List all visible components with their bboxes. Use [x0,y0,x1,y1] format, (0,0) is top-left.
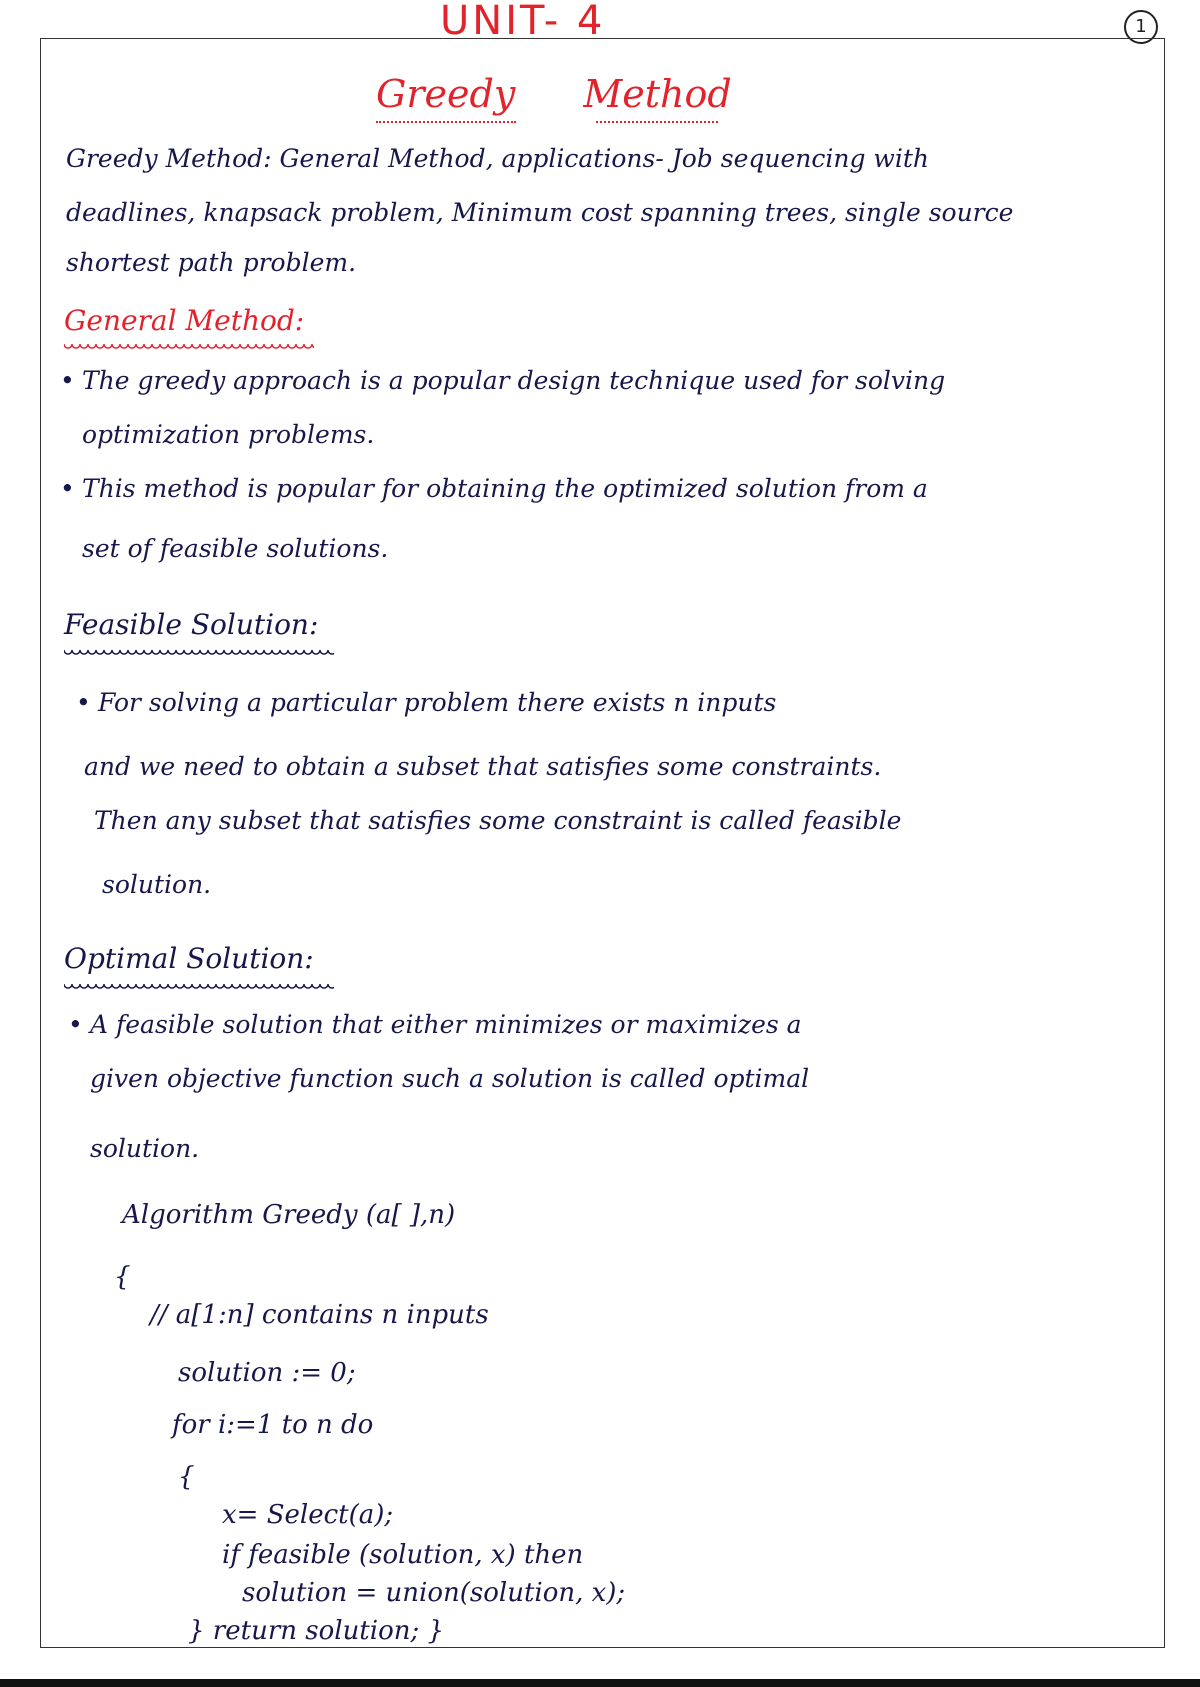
page-title: Greedy Method [376,72,732,116]
algorithm-close: } return solution; } [188,1616,445,1646]
algorithm-init: solution := 0; [178,1358,356,1388]
general-method-underline [64,344,314,352]
title-underline-method [596,116,718,123]
general-method-bullet-2-line-2: set of feasible solutions. [82,534,389,563]
syllabus-line-2: deadlines, knapsack problem, Minimum cost spanning trees, single source [66,198,1014,227]
feasible-solution-line-2: and we need to obtain a subset that satisfies some constraints. [84,752,882,781]
algorithm-union: solution = union(solution, x); [242,1578,626,1608]
algorithm-comment: // a[1:n] contains n inputs [150,1300,489,1330]
general-method-bullet-1-line-1: • The greedy approach is a popular design technique used for solving [82,366,1172,395]
optimal-solution-underline [64,984,334,992]
optimal-solution-line-3: solution. [90,1134,200,1163]
optimal-solution-heading: Optimal Solution: [64,942,314,975]
general-method-bullet-1-line-2: optimization problems. [82,420,375,449]
general-method-heading: General Method: [64,304,305,337]
page-number: 1 [1124,10,1158,44]
feasible-solution-heading: Feasible Solution: [64,608,319,641]
syllabus-line-3: shortest path problem. [66,248,357,277]
algorithm-check: if feasible (solution, x) then [222,1540,584,1570]
algorithm-loop: for i:=1 to n do [172,1410,374,1440]
feasible-solution-line-1: • For solving a particular problem there exists n inputs [98,688,1188,717]
general-method-bullet-2-line-1: • This method is popular for obtaining the optimized solution from a [82,474,1172,503]
page-border [40,38,1165,1648]
scan-bottom-edge [0,1679,1200,1687]
algorithm-header: Algorithm Greedy (a[ ],n) [122,1200,456,1230]
feasible-solution-line-4: solution. [102,870,212,899]
syllabus-line-1: Greedy Method: General Method, applications- Job sequencing with [66,144,929,173]
algorithm-loop-open: { [178,1462,195,1492]
title-underline-greedy [376,116,516,123]
optimal-solution-line-1: • A feasible solution that either minimizes or maximizes a [90,1010,1180,1039]
optimal-solution-line-2: given objective function such a solution is called optimal [90,1064,810,1093]
feasible-solution-underline [64,650,334,658]
algorithm-select: x= Select(a); [222,1500,394,1530]
unit-heading: UNIT- 4 [440,0,606,44]
algorithm-open-brace: { [114,1262,131,1292]
feasible-solution-line-3: Then any subset that satisfies some constraint is called feasible [94,806,902,835]
